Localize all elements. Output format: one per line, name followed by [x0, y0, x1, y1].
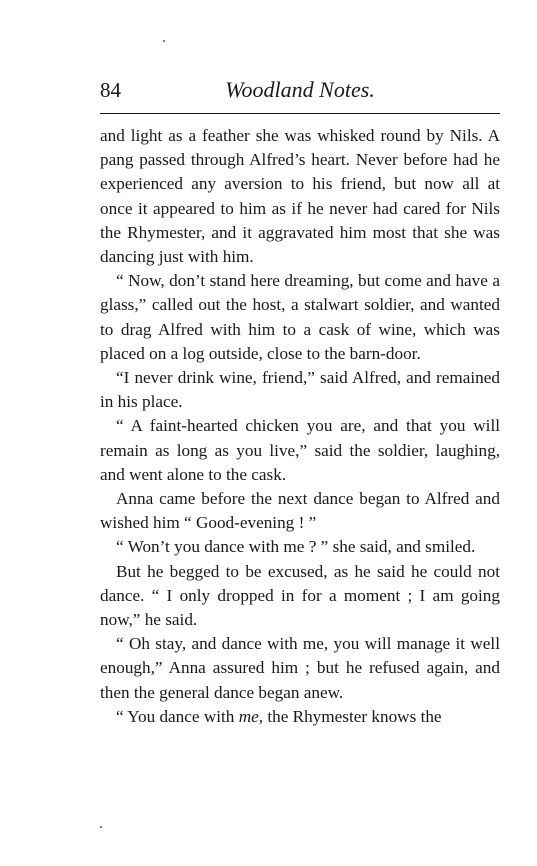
paper-speck — [100, 826, 102, 828]
paragraph-text: “I never drink wine, friend,” said Alfred, and remained in his place. — [100, 368, 500, 412]
paragraph-text: “ Now, don’t stand here dreaming, but come and have a glass,” called out the host, a stalwart soldier, and wanted to drag Alfred with him to a cask of wine, which was placed on a log outside, close to the barn-door. — [100, 271, 500, 363]
paragraph — [100, 705, 500, 729]
paragraph — [100, 487, 500, 535]
paragraph-text: “ You dance with — [116, 706, 239, 726]
paragraph — [100, 366, 500, 414]
paragraph-text: Anna came before the next dance began to Alfred and wished him “ Good-evening ! ” — [100, 489, 500, 533]
paragraph-text: “ Oh stay, and dance with me, you will manage it well enough,” Anna assured him ; but he refused again, and then the general dance began anew. — [100, 634, 500, 702]
paper-speck — [163, 40, 165, 42]
paragraph-text: and light as a feather she was whisked round by Nils. A pang passed through Alfred’s heart. Never before had he experienced any aversion to his friend, but now all at once it appeared to him as if he never had cared for Nils the Rhymester, and it aggravated him most that she was dancing just with him. — [100, 126, 500, 267]
paragraph-text: “ Won’t you dance with me ? ” she said, and smiled. — [116, 537, 476, 557]
page-number: 84 — [100, 78, 121, 102]
running-title: Woodland Notes. — [225, 77, 375, 102]
paragraph — [100, 269, 500, 366]
paragraph — [100, 632, 500, 705]
paragraph-text: the Rhymester knows the — [263, 706, 442, 726]
emphasized-text: me, — [238, 706, 264, 726]
body-text — [100, 124, 500, 729]
paragraph-text: But he begged to be excused, as he said he could not dance. “ I only dropped in for a moment ; I am going now,” he said. — [100, 561, 500, 630]
paragraph-text: “ A faint-hearted chicken you are, and that you will remain as long as you live,” said the soldier, laughing, and went alone to the cask. — [100, 416, 500, 484]
paragraph — [100, 414, 500, 487]
paragraph — [100, 124, 500, 269]
page-header — [100, 76, 500, 108]
header-rule — [100, 113, 500, 114]
paragraph — [100, 560, 500, 633]
paragraph — [100, 535, 500, 559]
